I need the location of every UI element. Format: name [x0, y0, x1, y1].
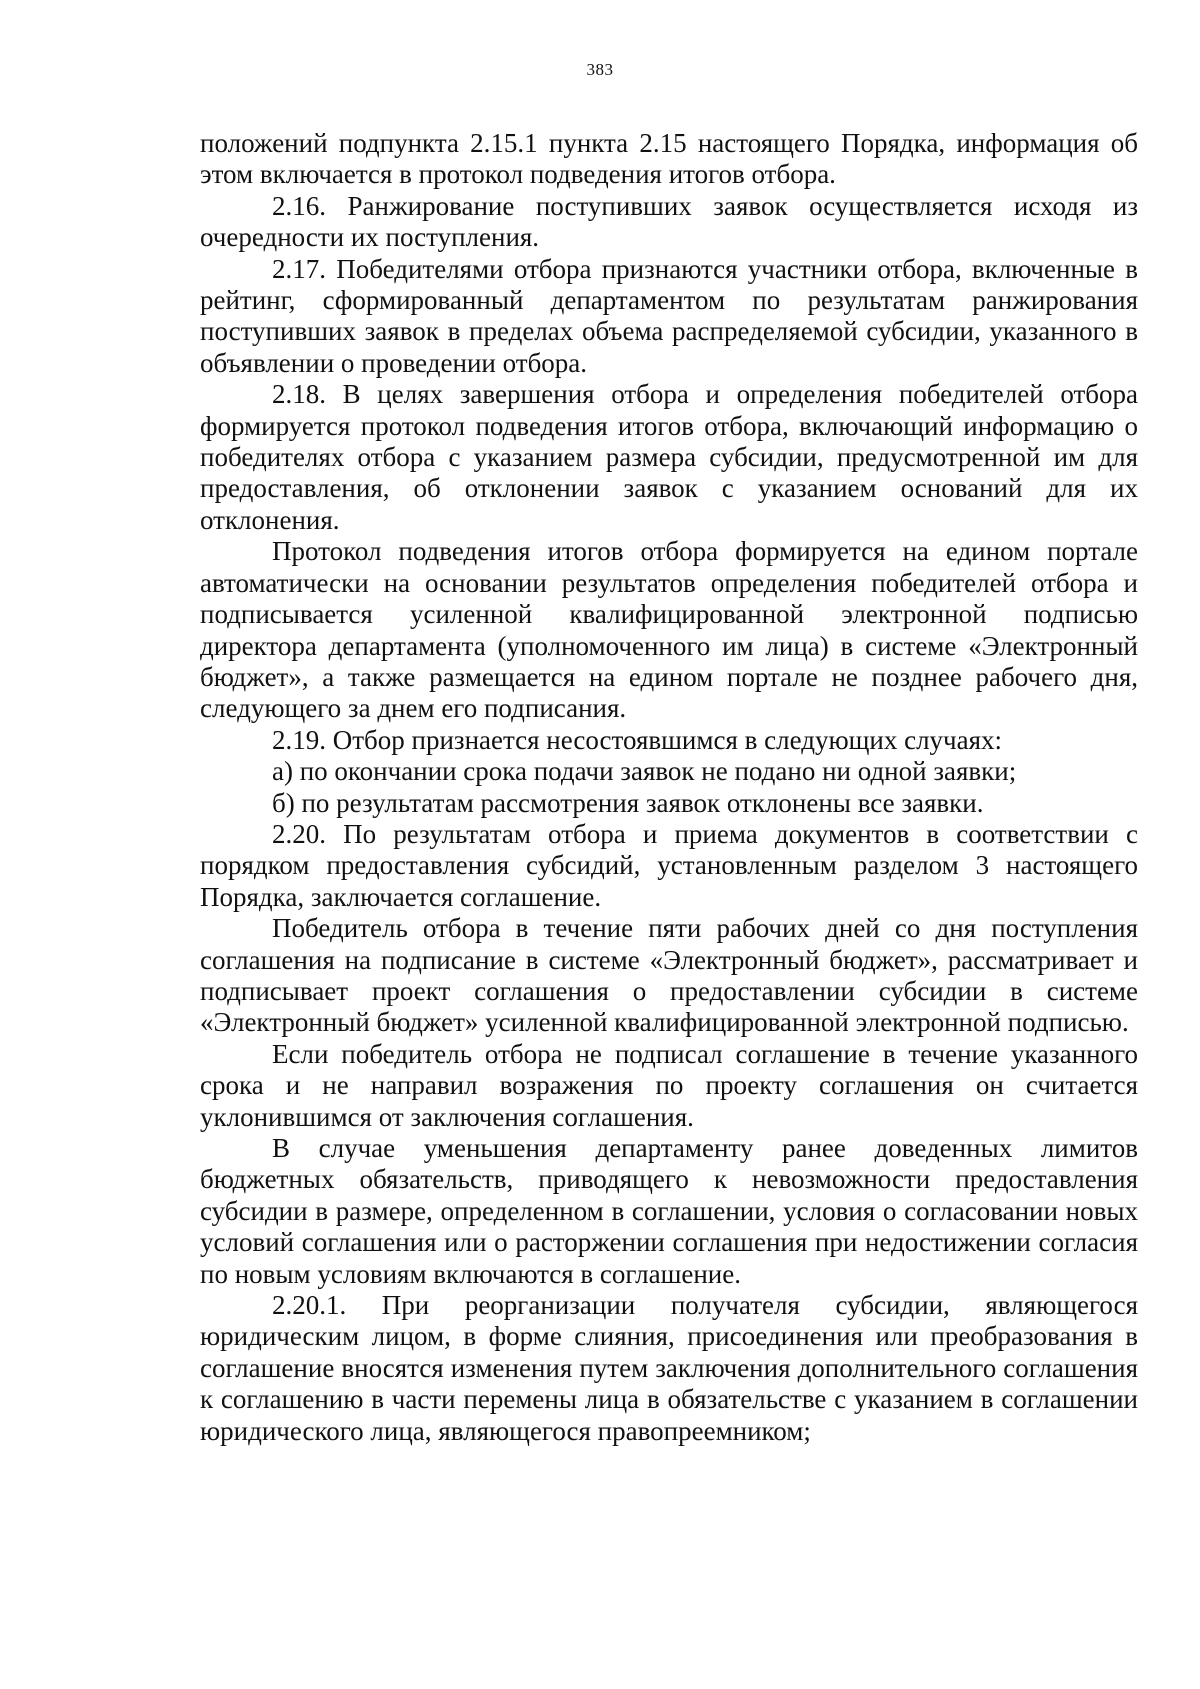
- paragraph: а) по окончании срока подачи заявок не подано ни одной заявки;: [272, 756, 1017, 787]
- paragraph: б) по результатам рассмотрения заявок отклонены все заявки.: [272, 787, 984, 818]
- paragraph: 2.19. Отбор признается несостоявшимся в следующих случаях:: [272, 724, 1003, 755]
- paragraph: 2.16. Ранжирование поступивших заявок осуществляется исходя из очередности их поступления.: [200, 190, 1138, 253]
- paragraph: Если победитель отбора не подписал соглашение в течение указанного срока и не направил возражения по проекту соглашения он считается уклонившимся от заключения соглашения.: [200, 1038, 1138, 1132]
- paragraph: 2.20.1. При реорганизации получателя субсидии, являющегося юридическим лицом, в форме слияния, присоединения или преобразования в соглашение вносятся изменения путем заключения дополнительного соглашения к соглашению в части перемены лица в обязательстве с указанием в соглашении юридического лица, являющегося правопреемником;: [200, 1290, 1138, 1446]
- paragraph: 2.18. В целях завершения отбора и определения победителей отбора формируется протокол подведения итогов отбора, включающий информацию о победителях отбора с указанием размера субсидии, предусмотренной им для предоставления, об отклонении заявок с указанием оснований для их отклонения.: [200, 379, 1138, 535]
- paragraph: положений подпункта 2.15.1 пункта 2.15 настоящего Порядка, информация об этом включается в протокол подведения итогов отбора.: [200, 128, 1138, 190]
- document-body: [200, 128, 1138, 1447]
- paragraph: 2.17. Победителями отбора признаются участники отбора, включенные в рейтинг, сформированный департаментом по результатам ранжирования поступивших заявок в пределах объема распределяемой субсидии, указанного в объявлении о проведении отбора.: [200, 253, 1138, 378]
- paragraph: Победитель отбора в течение пяти рабочих дней со дня поступления соглашения на подписание в системе «Электронный бюджет», рассматривает и подписывает проект соглашения о предоставлении субсидии в системе «Электронный бюджет» усиленной квалифицированной электронной подписью.: [200, 913, 1138, 1038]
- page-number: 383: [586, 60, 614, 79]
- paragraph: Протокол подведения итогов отбора формируется на едином портале автоматически на основании результатов определения победителей отбора и подписывается усиленной квалифицированной электронной подписью директора департамента (уполномоченного им лица) в системе «Электронный бюджет», а также размещается на едином портале не позднее рабочего дня, следующего за днем его подписания.: [200, 536, 1138, 724]
- paragraph: 2.20. По результатам отбора и приема документов в соответствии с порядком предоставления субсидий, установленным разделом 3 настоящего Порядка, заключается соглашение.: [200, 818, 1138, 912]
- paragraph: В случае уменьшения департаменту ранее доведенных лимитов бюджетных обязательств, приводящего к невозможности предоставления субсидии в размере, определенном в соглашении, условия о согласовании новых условий соглашения или о расторжении соглашения при недостижении согласия по новым условиям включаются в соглашение.: [200, 1133, 1138, 1289]
